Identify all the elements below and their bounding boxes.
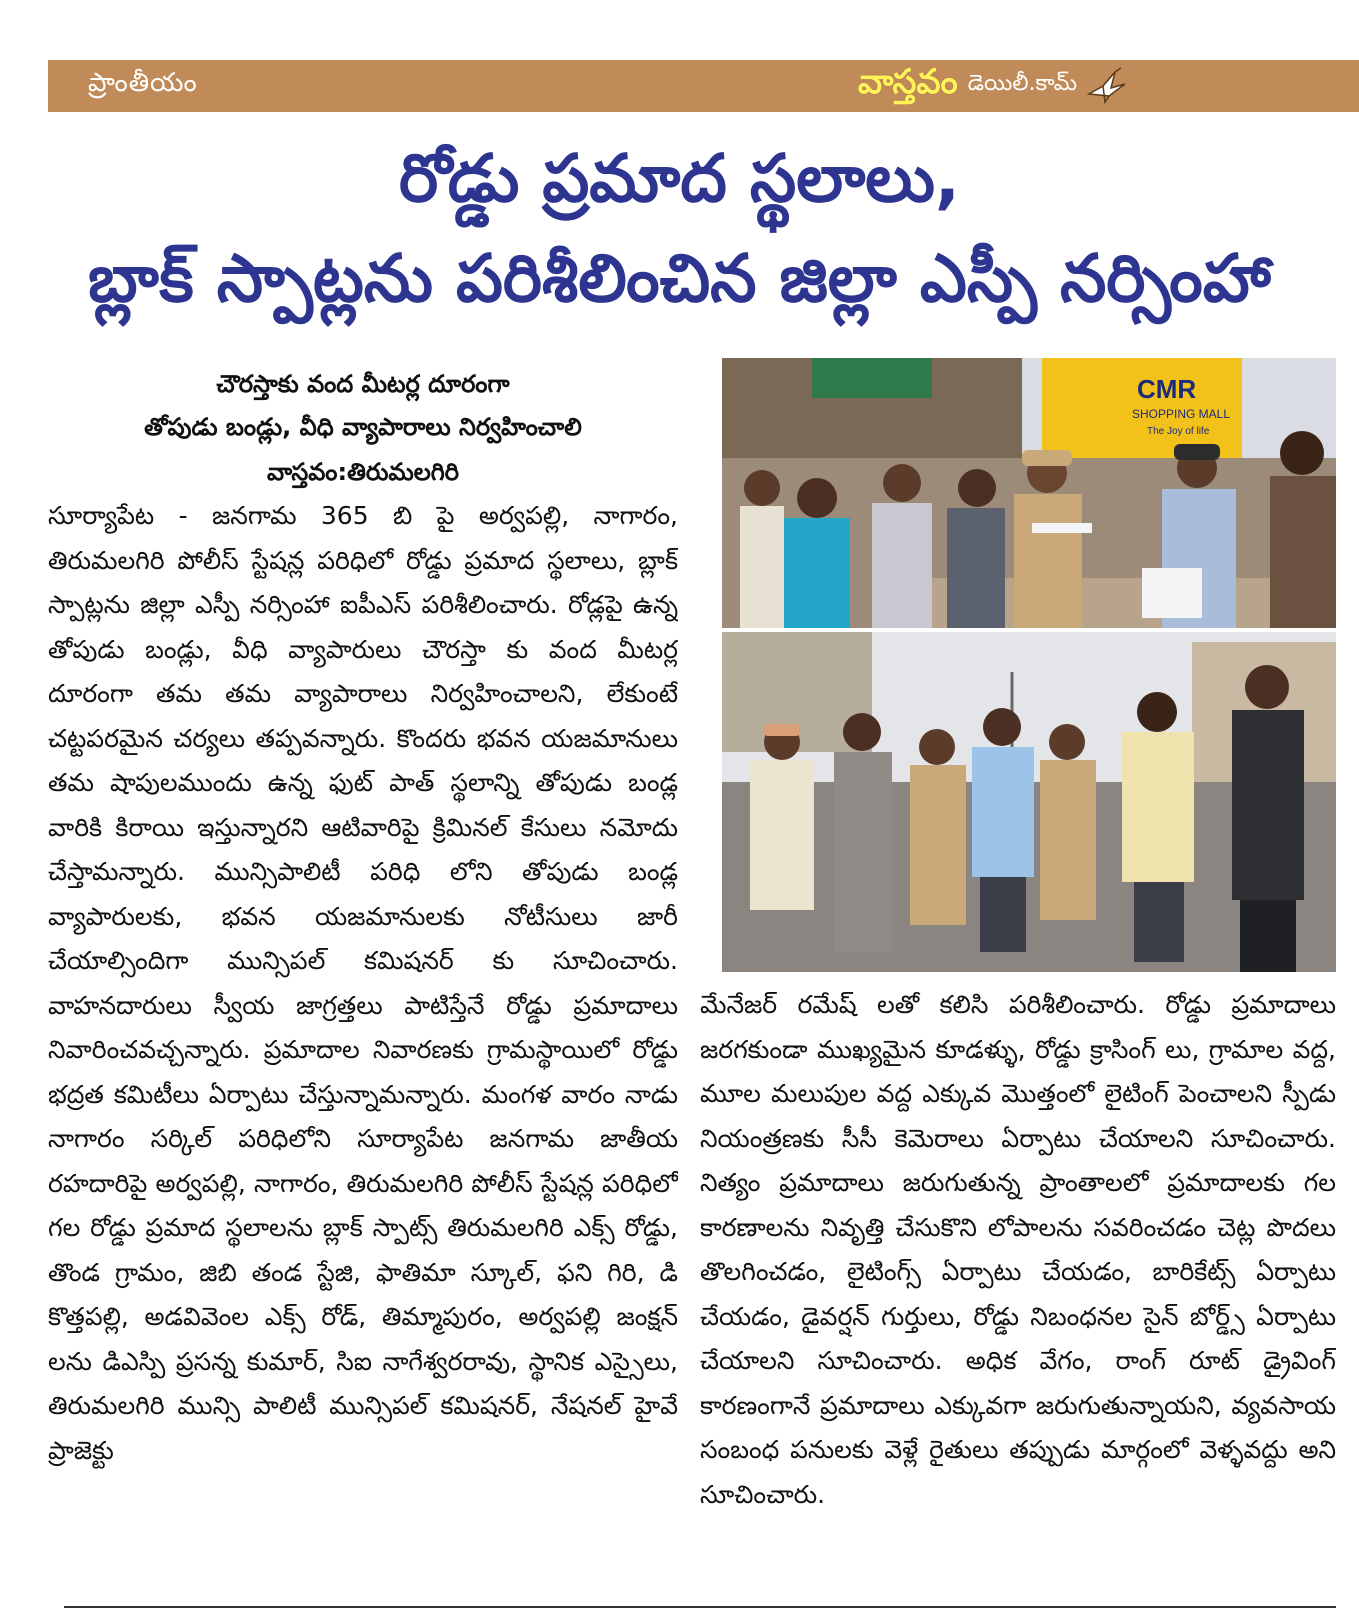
- headline-line-1: రోడ్డు ప్రమాద స్థలాలు,: [398, 140, 960, 217]
- subheading-2: తోపుడు బండ్లు, వీధి వ్యాపారాలు నిర్వహించాలి: [144, 413, 582, 441]
- dateline: వాస్తవం:తిరుమలగిరి: [266, 458, 460, 486]
- article-body-left: సూర్యాపేట - జనగామ 365 బి పై అర్వపల్లి, నాగారం, తిరుమలగిరి పోలీస్ స్టేషన్ల పరిధిలో రోడ్డు ప్రమాద స్థలాలు, బ్లాక్ స్పాట్లను జిల్లా ఎస్పీ నర్సింహా ఐపీఎస్ పరిశీలించారు. రోడ్లపై ఉన్న తోపుడు బండ్లు, వీధి వ్యాపారులు చౌరస్తా కు వంద మీటర్ల దూరంగా తమ తమ వ్యాపారాలు నిర్వహించాలని, లేకుంటే చట్టపరమైన చర్యలు తప్పవన్నారు. కొందరు భవన యజమానులు తమ షాపులముందు ఉన్న ఫుట్ పాత్ స్థలాన్ని తోపుడు బండ్ల వారికి కిరాయి ఇస్తున్నారని ఆటివారిపై క్రిమినల్ కేసులు నమోదు చేస్తామన్నారు. మున్సిపాలిటీ పరిధి లోని తోపుడు బండ్ల వ్యాపారులకు, భవన యజమానులకు నోటీసులు జారీ చేయాల్సిందిగా మున్సిపల్ కమిషనర్ కు సూచించారు. వాహనదారులు స్వీయ జాగ్రత్తలు పాటిస్తేనే రోడ్డు ప్రమాదాలు నివారించవచ్చన్నారు. ప్రమాదాల నివారణకు గ్రామస్థాయిలో రోడ్డు భద్రత కమిటీలు ఏర్పాటు చేస్తున్నామన్నారు. మంగళ వారం నాడు నాగారం సర్కిల్ పరిధిలోని సూర్యాపేట జనగామ జాతీయ రహదారిపై అర్వపల్లి, నాగారం, తిరుమలగిరి పోలీస్ స్టేషన్ల పరిధిలో గల రోడ్డు ప్రమాద స్థలాలను బ్లాక్ స్పాట్స్ తిరుమలగిరి ఎక్స్ రోడ్డు, తొండ గ్రామం, జిబి తండ స్టేజి, ఫాతిమా స్కూల్, ఫని గిరి, డి కొత్తపల్లి, అడవివెంల ఎక్స్ రోడ్, తిమ్మాపురం, అర్వపల్లి జంక్షన్ లను డిఎస్పి ప్రసన్న కుమార్, సిఐ నాగేశ్వరరావు, స్థానిక ఎస్సైలు, తిరుమలగిరి మున్సి పాలిటీ మున్సిపల్ కమిషనర్, నేషనల్ హైవే ప్రాజెక్టు: [48, 501, 678, 1465]
- sign-tagline: The Joy of life: [1147, 426, 1210, 437]
- photo-inspection-road: [722, 632, 1336, 972]
- brand-domain: డెయిలీ.కామ్: [967, 71, 1077, 96]
- brand-masthead: [858, 62, 1359, 110]
- photo-inspection-market: [722, 358, 1336, 628]
- section-banner: [48, 60, 1359, 112]
- article-body-right: మేనేజర్ రమేష్ లతో కలిసి పరిశీలించారు. రోడ్డు ప్రమాదాలు జరగకుండా ముఖ్యమైన కూడళ్ళు, రోడ్డు క్రాసింగ్ లు, గ్రామాల వద్ద, మూల మలుపుల వద్ద ఎక్కువ మొత్తంలో లైటింగ్ పెంచాలని స్పీడు నియంత్రణకు సీసీ కెమెరాలు ఏర్పాటు చేయాలని సూచించారు. నిత్యం ప్రమాదాలు జరుగుతున్న ప్రాంతాలలో ప్రమాదాలకు గల కారణాలను నివృత్తి చేసుకొని లోపాలను సవరించడం చెట్ల పొదలు తొలగించడం, లైటింగ్స్ ఏర్పాటు చేయడం, బారికేట్స్ ఏర్పాటు చేయడం, డైవర్షన్ గుర్తులు, రోడ్డు నిబంధనల సైన్ బోర్డ్స్ ఏర్పాటు చేయాలని సూచించారు. అధిక వేగం, రాంగ్ రూట్ డ్రైవింగ్ కారణంగానే ప్రమాదాలు ఎక్కువగా జరుగుతున్నాయని, వ్యవసాయ సంబంధ పనులకు వెళ్లే రైతులు తప్పుడు మార్గంలో వెళ్ళవద్దు అని సూచించారు.: [700, 990, 1336, 1509]
- bird-logo-icon: [1085, 64, 1129, 108]
- sign-cmr: CMR: [1137, 374, 1197, 404]
- subheading-1: చౌరస్తాకు వంద మీటర్ల దూరంగా: [216, 370, 510, 398]
- section-label: ప్రాంతీయం: [88, 68, 198, 98]
- bottom-rule: [64, 1606, 1336, 1608]
- sign-shopping-mall: SHOPPING MALL: [1132, 407, 1231, 421]
- headline-line-2: బ్లాక్ స్పాట్లను పరిశీలించిన జిల్లా ఎస్పీ నర్సింహా: [88, 240, 1271, 317]
- brand-name: వాస్తవం: [857, 62, 958, 102]
